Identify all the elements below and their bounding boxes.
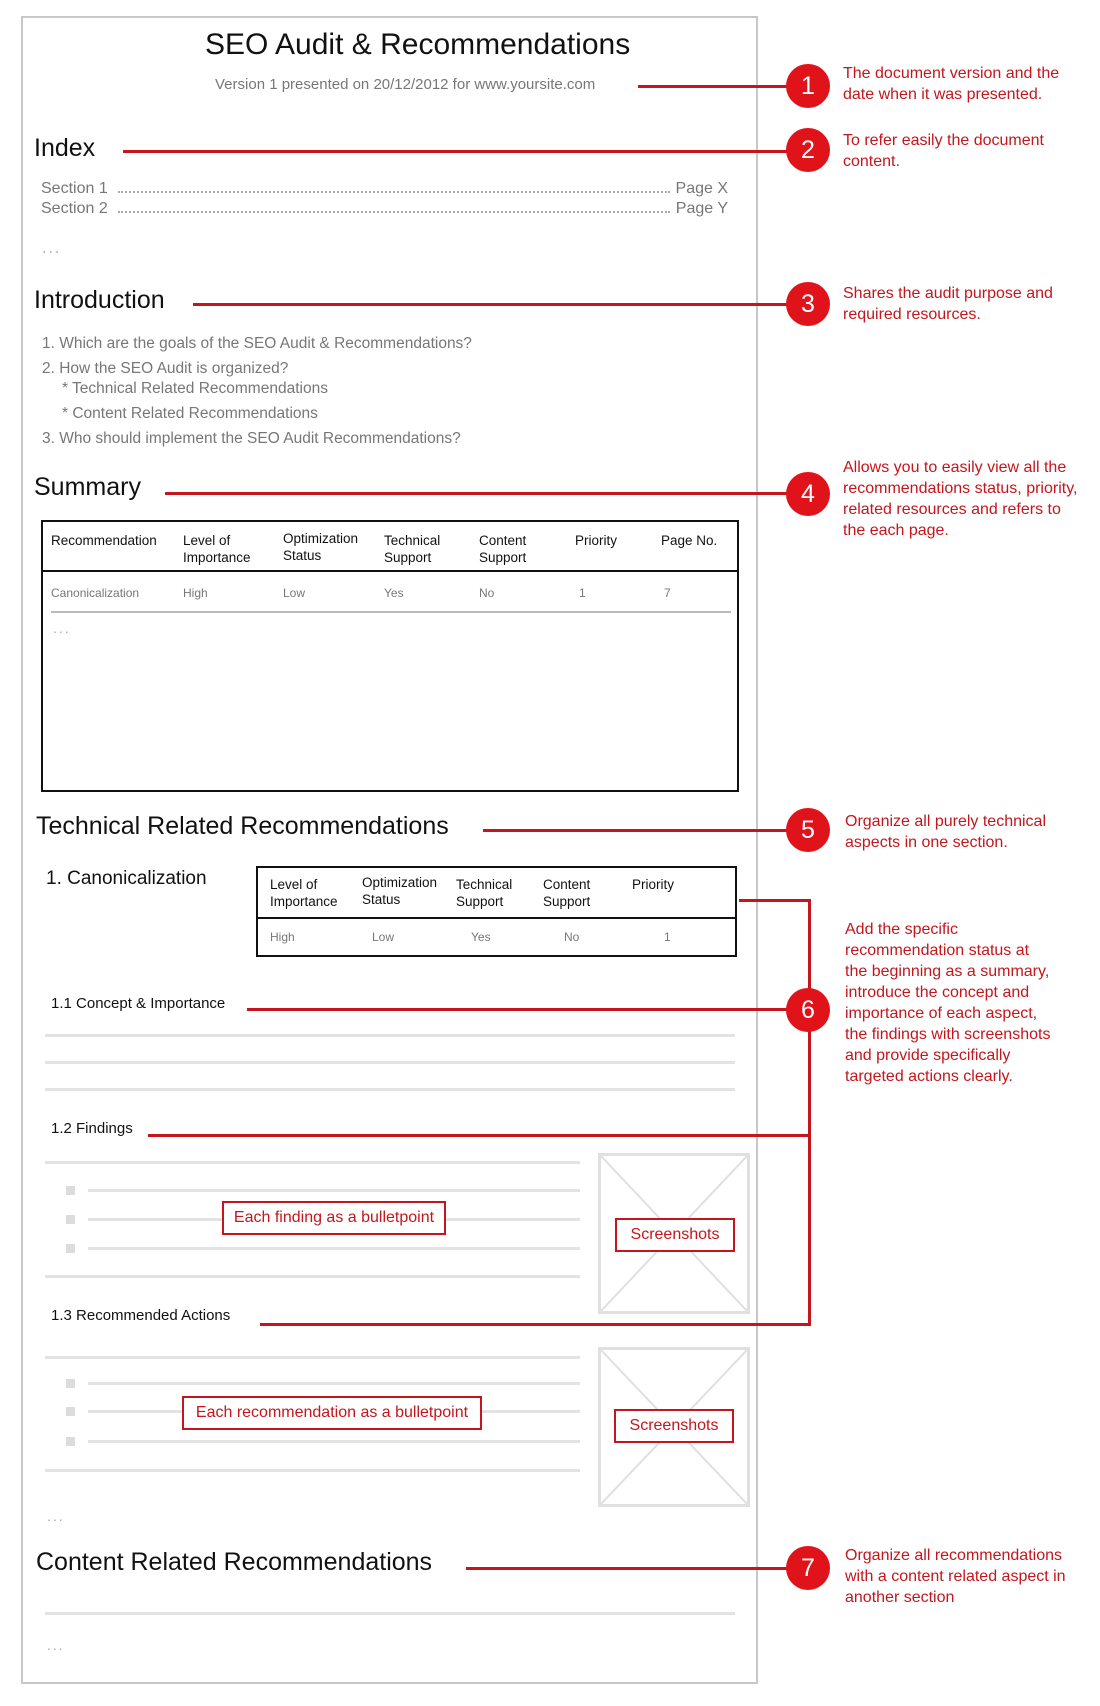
connector-line bbox=[247, 1008, 790, 1011]
summary-cell: Canonicalization bbox=[51, 586, 140, 600]
summary-cell: Yes bbox=[384, 586, 404, 600]
toc-leader bbox=[118, 210, 670, 213]
bullet-placeholder-line bbox=[88, 1247, 580, 1250]
status-col-header: Content Support bbox=[543, 877, 591, 909]
status-cell: Low bbox=[372, 930, 395, 944]
status-col-header: Technical Support bbox=[456, 877, 513, 909]
text-placeholder-line bbox=[45, 1088, 735, 1091]
summary-table bbox=[41, 520, 739, 792]
text-placeholder-line bbox=[45, 1275, 580, 1278]
toc-section: Section 1 bbox=[41, 180, 108, 197]
status-cell: 1 bbox=[664, 930, 671, 944]
connector-line bbox=[165, 492, 790, 495]
bullet-marker bbox=[66, 1407, 75, 1416]
annotation-note-1: The document version and the date when it was presented. bbox=[843, 65, 1060, 103]
summary-cell: 7 bbox=[664, 586, 671, 600]
annotation-note-7: Organize all recommendations with a content related aspect in another section bbox=[845, 1547, 1066, 1606]
status-cell: High bbox=[270, 930, 295, 944]
summary-col-header: Page No. bbox=[661, 533, 718, 548]
summary-cell: 1 bbox=[579, 586, 586, 600]
technical-ellipsis: ... bbox=[47, 1508, 65, 1524]
annotation-note-3: Shares the audit purpose and required resources. bbox=[843, 285, 1053, 323]
bullet-marker bbox=[66, 1244, 75, 1253]
concept-heading: 1.1 Concept & Importance bbox=[51, 995, 226, 1012]
summary-header-rule bbox=[43, 570, 737, 572]
index-heading: Index bbox=[34, 134, 96, 162]
intro-subitem: * Content Related Recommendations bbox=[62, 405, 318, 422]
annotation-badge-7: 7 bbox=[786, 1546, 830, 1590]
toc-entry[interactable] bbox=[41, 200, 728, 218]
text-placeholder-line bbox=[45, 1469, 580, 1472]
toc-leader bbox=[118, 190, 670, 193]
canonicalization-status-table bbox=[256, 866, 737, 957]
content-heading: Content Related Recommendations bbox=[36, 1548, 433, 1576]
summary-col-header: Optimization Status bbox=[283, 531, 359, 563]
content-ellipsis: ... bbox=[47, 1637, 65, 1653]
toc-entry[interactable] bbox=[41, 180, 728, 198]
annotation-note-2: To refer easily the document content. bbox=[843, 132, 1044, 170]
annotation-note-5: Organize all purely technical aspects in one section. bbox=[845, 813, 1046, 851]
summary-cell: Low bbox=[283, 586, 306, 600]
bullet-marker bbox=[66, 1437, 75, 1446]
annotation-note-6: Add the specific recommendation status at the beginning as a summary, introduce the concept and importance of each aspect, the findings with screenshots and provide specifically targeted actions clearly. bbox=[845, 921, 1051, 1085]
connector-line bbox=[193, 303, 790, 306]
summary-col-header: Recommendation bbox=[51, 533, 157, 548]
actions-heading: 1.3 Recommended Actions bbox=[51, 1307, 231, 1324]
screenshots-callout: Screenshots bbox=[615, 1218, 735, 1252]
index-ellipsis: ... bbox=[42, 240, 62, 257]
summary-cell: High bbox=[183, 586, 208, 600]
text-placeholder-line bbox=[45, 1034, 735, 1037]
intro-item: 3. Who should implement the SEO Audit Recommendations? bbox=[42, 430, 461, 447]
bullet-marker bbox=[66, 1215, 75, 1224]
findings-callout: Each finding as a bulletpoint bbox=[222, 1201, 446, 1235]
annotation-note-4: Allows you to easily view all the recommendations status, priority, related resources and refers to the each page. bbox=[843, 459, 1078, 539]
annotation-badge-3: 3 bbox=[786, 282, 830, 326]
connector-line bbox=[638, 85, 790, 88]
screenshots-callout: Screenshots bbox=[614, 1409, 734, 1443]
connector-line bbox=[148, 1134, 810, 1137]
annotation-badge-4: 4 bbox=[786, 472, 830, 516]
summary-heading: Summary bbox=[34, 473, 141, 501]
text-placeholder-line bbox=[45, 1612, 735, 1615]
document-subtitle: Version 1 presented on 20/12/2012 for www.yoursite.com bbox=[215, 76, 596, 93]
findings-heading: 1.2 Findings bbox=[51, 1120, 133, 1137]
document-title: SEO Audit & Recommendations bbox=[205, 28, 631, 61]
toc-page: Page Y bbox=[675, 200, 728, 217]
canonicalization-title: 1. Canonicalization bbox=[46, 868, 207, 889]
bullet-marker bbox=[66, 1186, 75, 1195]
toc-section: Section 2 bbox=[41, 200, 108, 217]
status-col-header: Priority bbox=[632, 877, 675, 892]
annotation-badge-2: 2 bbox=[786, 128, 830, 172]
status-col-header: Level of Importance bbox=[270, 877, 338, 909]
connector-line bbox=[483, 829, 790, 832]
toc-page: Page X bbox=[675, 180, 728, 197]
status-header-rule bbox=[258, 917, 735, 919]
bullet-placeholder-line bbox=[88, 1189, 580, 1192]
summary-col-header: Priority bbox=[575, 533, 618, 548]
annotation-badge-1: 1 bbox=[786, 64, 830, 108]
summary-col-header: Level of Importance bbox=[183, 533, 251, 565]
summary-row-rule bbox=[51, 611, 731, 613]
connector-line bbox=[739, 899, 810, 902]
actions-callout: Each recommendation as a bulletpoint bbox=[182, 1396, 482, 1430]
bullet-marker bbox=[66, 1379, 75, 1388]
connector-line bbox=[466, 1567, 790, 1570]
intro-subitem: * Technical Related Recommendations bbox=[62, 380, 328, 397]
connector-line bbox=[123, 150, 790, 153]
connector-bracket bbox=[808, 899, 811, 1326]
text-placeholder-line bbox=[45, 1061, 735, 1064]
introduction-heading: Introduction bbox=[34, 286, 165, 314]
status-cell: Yes bbox=[471, 930, 491, 944]
annotation-badge-6: 6 bbox=[786, 988, 830, 1032]
intro-item: 1. Which are the goals of the SEO Audit & Recommendations? bbox=[42, 335, 472, 352]
status-col-header: Optimization Status bbox=[362, 875, 438, 907]
technical-heading: Technical Related Recommendations bbox=[36, 812, 449, 840]
connector-line bbox=[260, 1323, 810, 1326]
summary-col-header: Technical Support bbox=[384, 533, 441, 565]
summary-col-header: Content Support bbox=[479, 533, 527, 565]
text-placeholder-line bbox=[45, 1161, 580, 1164]
annotation-badge-5: 5 bbox=[786, 808, 830, 852]
status-cell: No bbox=[564, 930, 580, 944]
summary-ellipsis: ... bbox=[53, 620, 71, 636]
summary-cell: No bbox=[479, 586, 495, 600]
intro-item: 2. How the SEO Audit is organized? bbox=[42, 360, 289, 377]
bullet-placeholder-line bbox=[88, 1440, 580, 1443]
bullet-placeholder-line bbox=[88, 1382, 580, 1385]
text-placeholder-line bbox=[45, 1356, 580, 1359]
